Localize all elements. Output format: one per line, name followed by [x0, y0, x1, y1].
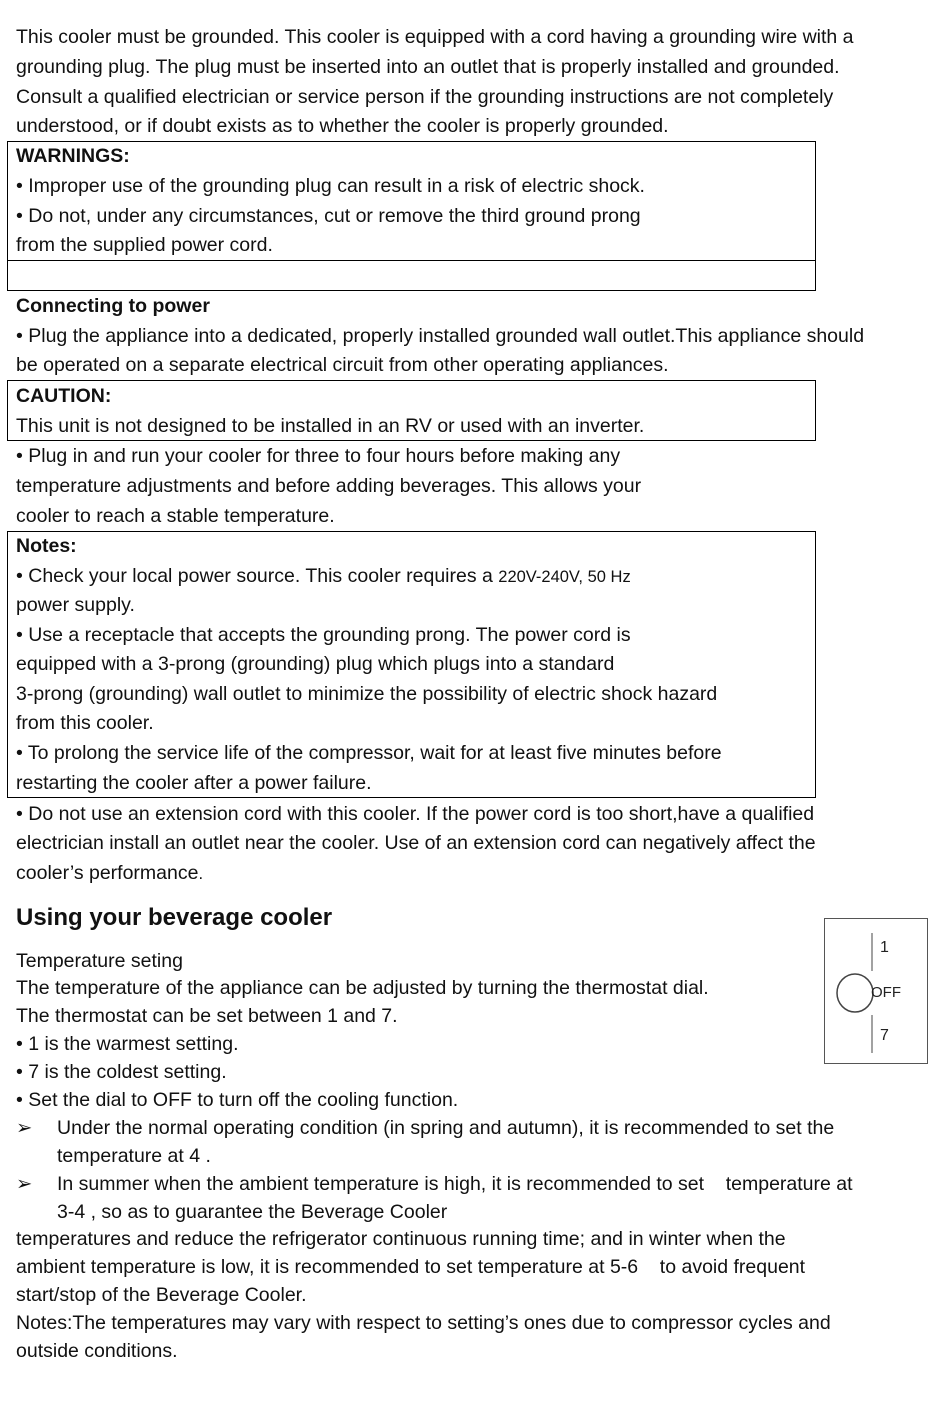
- thermostat-dial-figure: [824, 918, 928, 1064]
- connecting-line: • Plug the appliance into a dedicated, properly installed grounded wall outlet.This appliance should: [16, 325, 865, 347]
- intro-line: grounding plug. The plug must be inserted into an outlet that is properly installed and grounded.: [16, 56, 840, 78]
- warning-line: • Do not, under any circumstances, cut or remove the third ground prong: [16, 205, 641, 227]
- using-after-line: Notes:The temperatures may vary with respect to setting’s ones due to compressor cycles and: [16, 1312, 831, 1334]
- notes-line: restarting the cooler after a power failure.: [16, 772, 372, 794]
- connecting-line: be operated on a separate electrical circuit from other operating appliances.: [16, 354, 669, 376]
- extension-line: electrician install an outlet near the cooler. Use of an extension cord can negatively affect the: [16, 832, 816, 854]
- dial-label-7: 7: [880, 1027, 889, 1044]
- using-after-line: temperatures and reduce the refrigerator continuous running time; and in winter when the: [16, 1228, 786, 1250]
- notes-title: Notes:: [16, 535, 77, 557]
- caution-text: This unit is not designed to be installed in an RV or used with an inverter.: [16, 415, 645, 437]
- bullet-arrow-icon: ➢: [16, 1173, 33, 1195]
- extension-line: [16, 859, 203, 887]
- empty-box-row: [7, 260, 816, 291]
- using-line: The thermostat can be set between 1 and 7.: [16, 1005, 398, 1027]
- notes-line: from this cooler.: [16, 712, 154, 734]
- using-after-line: start/stop of the Beverage Cooler.: [16, 1284, 307, 1306]
- notes-line: [16, 562, 631, 590]
- extension-line: • Do not use an extension cord with this cooler. If the power cord is too short,have a qualified: [16, 803, 815, 825]
- notes-line-text: • Check your local power source. This cooler requires a: [16, 565, 493, 587]
- using-after-line: ambient temperature is low, it is recommended to set temperature at 5-6 to avoid frequent: [16, 1256, 806, 1278]
- notes-line: equipped with a 3-prong (grounding) plug which plugs into a standard: [16, 653, 615, 675]
- warning-line: • Improper use of the grounding plug can result in a risk of electric shock.: [16, 175, 645, 197]
- caution-title: CAUTION:: [16, 385, 112, 407]
- bullet2-line: In summer when the ambient temperature is high, it is recommended to set temperature at: [57, 1173, 853, 1195]
- using-after-line: outside conditions.: [16, 1340, 178, 1362]
- using-line: The temperature of the appliance can be adjusted by turning the thermostat dial.: [16, 977, 709, 999]
- connecting-title: Connecting to power: [16, 295, 210, 317]
- using-line: • 7 is the coldest setting.: [16, 1061, 227, 1083]
- intro-line: understood, or if doubt exists as to whether the cooler is properly grounded.: [16, 115, 669, 137]
- notes-line: 3-prong (grounding) wall outlet to minimize the possibility of electric shock hazard: [16, 683, 718, 705]
- plug-in-line: • Plug in and run your cooler for three to four hours before making any: [16, 445, 621, 467]
- using-line: • 1 is the warmest setting.: [16, 1033, 239, 1055]
- bullet1-line: temperature at 4 .: [57, 1145, 211, 1167]
- section-heading: Using your beverage cooler: [16, 904, 333, 931]
- bullet2-line: 3-4 , so as to guarantee the Beverage Cooler: [57, 1201, 448, 1223]
- intro-line: Consult a qualified electrician or service person if the grounding instructions are not completely: [16, 86, 834, 108]
- notes-line: • To prolong the service life of the compressor, wait for at least five minutes before: [16, 742, 722, 764]
- plug-in-line: temperature adjustments and before adding beverages. This allows your: [16, 475, 642, 497]
- notes-line: power supply.: [16, 594, 135, 616]
- warnings-title: WARNINGS:: [16, 145, 130, 167]
- dial-label-1: 1: [880, 939, 889, 956]
- warning-line: from the supplied power cord.: [16, 234, 273, 256]
- extension-last-text: cooler’s performance: [16, 862, 199, 884]
- dial-label-off: OFF: [871, 984, 901, 1001]
- extension-period: .: [198, 865, 204, 883]
- notes-line: • Use a receptacle that accepts the grounding prong. The power cord is: [16, 624, 631, 646]
- temperature-subtitle: Temperature seting: [16, 950, 183, 972]
- plug-in-line: cooler to reach a stable temperature.: [16, 505, 335, 527]
- voltage-spec: 220V-240V, 50 Hz: [498, 568, 631, 586]
- bullet1-line: Under the normal operating condition (in spring and autumn), it is recommended to set the: [57, 1117, 835, 1139]
- using-line: • Set the dial to OFF to turn off the cooling function.: [16, 1089, 459, 1111]
- bullet-arrow-icon: ➢: [16, 1117, 33, 1139]
- intro-line: This cooler must be grounded. This cooler is equipped with a cord having a grounding wire with a: [16, 26, 854, 48]
